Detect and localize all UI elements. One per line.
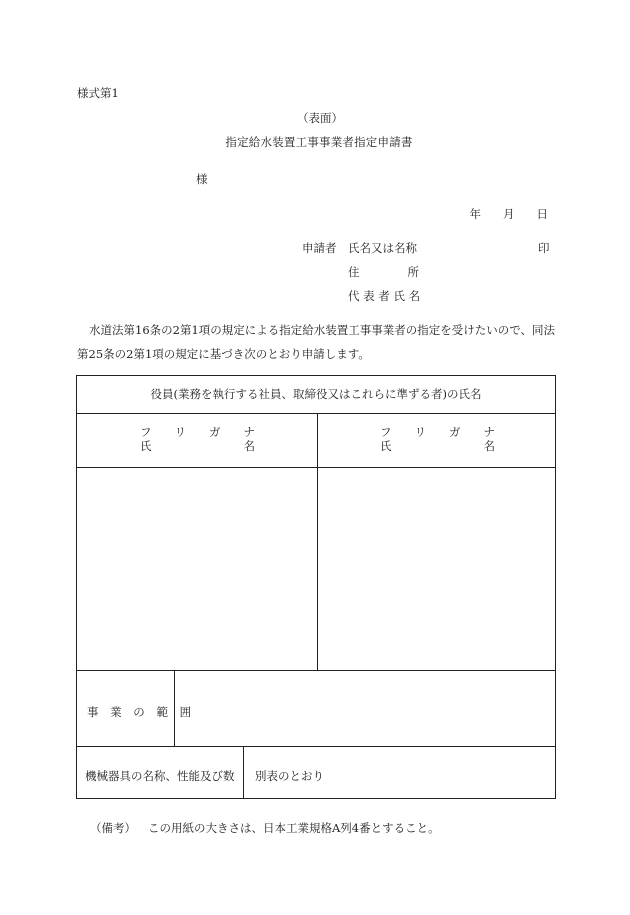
remarks-note [90,820,440,836]
date-day: 日 [536,207,548,221]
representative-label: 代 表 者 氏 名 [348,289,421,303]
date-year: 年 [469,207,481,221]
document-title: 指定給水装置工事事業者指定申請書 [225,135,413,149]
furigana-char: フ [380,425,392,439]
officers-header: 役員(業務を執行する社員、取締役又はこれらに準ずる者)の氏名 [150,387,482,401]
table-rule [77,413,555,414]
furigana-name-header-right [380,425,495,453]
address-char-2: 所 [407,265,419,279]
officer-names-right-cell[interactable] [318,468,556,670]
name-char: 氏 [380,439,392,453]
side-label: （表面） [297,111,343,125]
equipment-label: 機械器具の名称、性能及び数 [85,769,235,783]
furigana-char: ナ [243,425,255,439]
application-statement: 水道法第16条の2第1項の規定による指定給水装置工事事業者の指定を受けたいので、同法第25条の2第1項の規定に基づき次のとおり申請します。 [77,323,556,361]
remarks-tag: （備考） [90,821,136,835]
address-char-1: 住 [348,265,360,279]
date-month: 月 [503,207,515,221]
applicant-address-label [348,264,419,280]
table-rule [77,746,555,747]
addressee-suffix: 様 [196,172,208,186]
officer-names-left-cell[interactable] [77,468,317,670]
form-number: 様式第1 [77,86,119,100]
name-char: 氏 [140,439,152,453]
column-divider [243,746,244,798]
remarks-text: この用紙の大きさは、日本工業規格A列4番とすること。 [148,821,440,835]
name-char: 名 [483,439,495,453]
business-scope-label: 事 業 の 範 囲 [87,705,196,719]
furigana-char: ガ [449,425,461,439]
seal-mark: 印 [538,241,550,255]
furigana-char: リ [414,425,426,439]
name-char: 名 [243,439,255,453]
furigana-char: フ [140,425,152,439]
furigana-char: ガ [209,425,221,439]
date-line [470,206,549,222]
equipment-value: 別表のとおり [255,769,324,783]
applicant-name-label: 氏名又は名称 [348,241,417,255]
furigana-name-header-left [140,425,255,453]
applicant-label: 申請者 [302,241,337,255]
officers-table [76,375,556,799]
business-scope-cell[interactable] [175,671,555,746]
furigana-char: リ [174,425,186,439]
furigana-char: ナ [483,425,495,439]
